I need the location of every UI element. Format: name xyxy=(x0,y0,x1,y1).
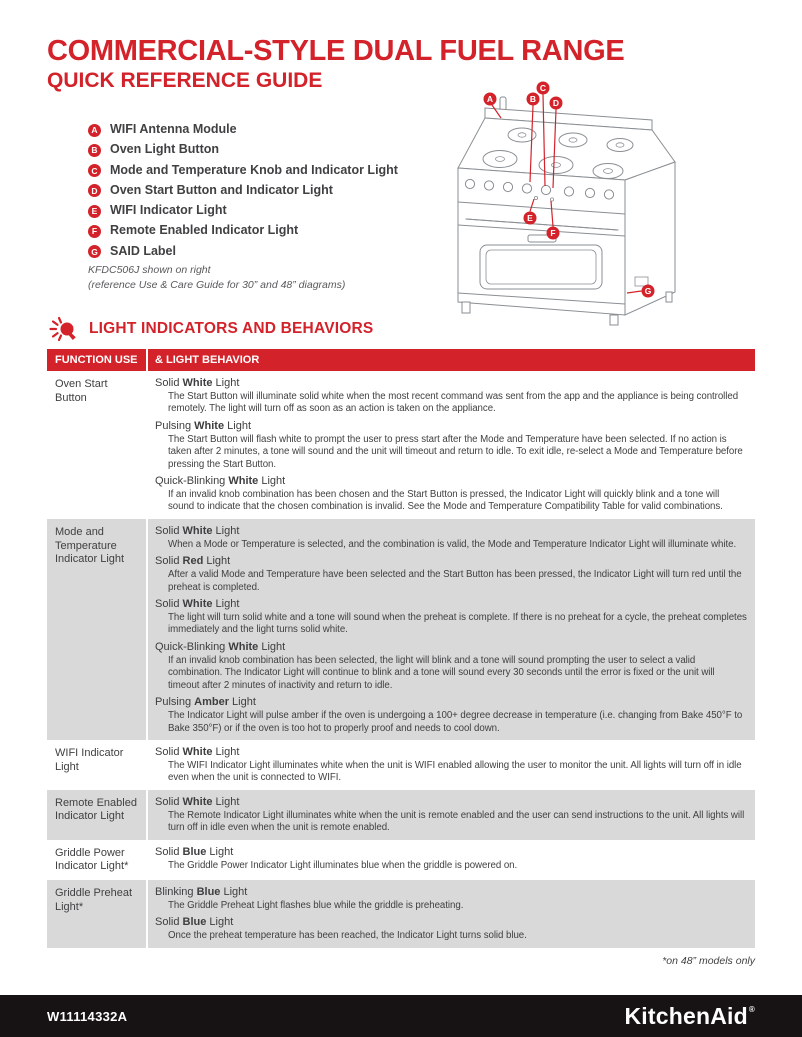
behavior-description: The Griddle Preheat Light flashes blue while the griddle is preheating. xyxy=(168,900,464,912)
table-row-remote-enabled-indicator xyxy=(47,790,755,840)
behavior-title: Solid White Light xyxy=(155,795,240,808)
range-diagram-svg xyxy=(440,80,760,330)
behavior-title: Solid Red Light xyxy=(155,555,231,568)
section-title: LIGHT INDICATORS AND BEHAVIORS xyxy=(89,320,374,337)
callout-badge-g: G xyxy=(88,245,101,258)
behavior-description: The Remote Indicator Light illuminates white when the unit is remote enabled and the user can send instructions to the unit. All lights will turn off in idle even when the unit is remote enabled. xyxy=(168,809,745,834)
range-knob xyxy=(564,187,573,196)
function-cell: WIFI Indicator Light xyxy=(47,740,148,790)
range-knob xyxy=(503,182,512,191)
behavior xyxy=(155,746,747,785)
behavior-cell xyxy=(148,519,755,740)
behavior xyxy=(155,420,747,471)
function-cell: Remote Enabled Indicator Light xyxy=(47,790,148,840)
model-note-line2: (reference Use & Care Guide for 30” and 48” diagrams) xyxy=(88,279,346,292)
behavior xyxy=(155,525,747,551)
table-footnote: *on 48” models only xyxy=(662,954,755,967)
behavior-title: Solid White Light xyxy=(155,377,240,389)
behavior-title: Pulsing Amber Light xyxy=(155,696,256,709)
behavior-cell xyxy=(148,790,755,840)
page-title: COMMERCIAL-STYLE DUAL FUEL RANGE xyxy=(47,35,625,67)
legend-item-c xyxy=(88,164,448,178)
svg-text:G: G xyxy=(644,286,652,296)
svg-text:E: E xyxy=(527,213,533,223)
callout-legend xyxy=(88,123,448,265)
model-note xyxy=(88,263,345,293)
table-header-row xyxy=(47,349,755,371)
behavior-description: Once the preheat temperature has been reached, the Indicator Light turns solid blue. xyxy=(168,930,527,942)
behavior xyxy=(155,796,747,835)
footer-bar xyxy=(0,995,802,1037)
legend-item-e xyxy=(88,204,448,218)
behavior-title: Solid Blue Light xyxy=(155,916,234,929)
function-cell: Mode and Temperature Indicator Light xyxy=(47,519,148,740)
table-header-function: FUNCTION USE xyxy=(47,349,148,371)
behavior-cell xyxy=(148,371,755,519)
legend-item-f xyxy=(88,224,448,238)
behavior-description: The Start Button will illuminate solid white when the most recent command was sent from the app and the appliance is being controlled remotely. The light will turn off as soon as an action is taken on the appliance. xyxy=(168,391,739,415)
svg-text:C: C xyxy=(539,83,547,93)
behavior-title: Blinking Blue Light xyxy=(155,886,248,899)
page-subtitle: QUICK REFERENCE GUIDE xyxy=(47,69,323,93)
behavior-title: Quick-Blinking White Light xyxy=(155,640,286,653)
function-cell: Oven Start Button xyxy=(47,371,148,519)
behavior xyxy=(155,916,747,942)
behavior-title: Solid Blue Light xyxy=(155,845,234,858)
kitchenaid-logo: KitchenAid ® xyxy=(624,1002,755,1029)
callout-badge-d: D xyxy=(88,184,101,197)
document-code: W11114332A xyxy=(47,1008,128,1024)
behavior-title: Solid White Light xyxy=(155,524,240,537)
callout-badge-e: E xyxy=(88,205,101,218)
legend-label: Oven Start Button and Indicator Light xyxy=(110,182,333,197)
range-knob xyxy=(465,179,474,188)
legend-label: Oven Light Button xyxy=(110,142,220,157)
section-heading xyxy=(49,316,373,342)
callout-badge-c: C xyxy=(88,164,101,177)
behavior-description: The WIFI Indicator Light illuminates white when the unit is WIFI enabled allowing the user to monitor the unit. All lights will turn off in idle even when the unit is connected to WIFI. xyxy=(168,759,742,784)
svg-text:F: F xyxy=(550,228,556,238)
behavior xyxy=(155,377,747,416)
behavior-title: Solid White Light xyxy=(155,598,240,611)
behavior xyxy=(155,598,747,637)
behavior xyxy=(155,475,747,514)
wifi-antenna-shape xyxy=(500,97,506,110)
registered-mark: ® xyxy=(748,1004,755,1014)
indicator-dot xyxy=(534,196,537,199)
legend-item-b xyxy=(88,143,448,157)
behavior-description: The Start Button will flash white to prompt the user to press start after the Mode and Temperature have been selected. If no action is taken after 2 minutes, a tone will sound and the unit will timeout and return to idle. To exit idle, re-select a Mode and Temperature before pressing the Start Button. xyxy=(168,433,743,470)
svg-text:B: B xyxy=(529,94,537,104)
range-knob xyxy=(522,184,531,193)
behavior-description: If an invalid knob combination has been selected, the light will blink and a tone will sound prompting the user to select a valid combination. The Indicator Light will continue to blink and a tone will sound every 30 seconds until the error is fixed or the unit will timeout after 2 minutes of inactivity and return to idle. xyxy=(168,654,715,691)
behavior-description: The Indicator Light will pulse amber if the oven is undergoing a 100+ degree decrease in temperature (i.e. changing from Bake 450°F to Bake 350°F) or if the oven is too hot to properly proof and needs to cool down. xyxy=(168,710,743,734)
indicator-dot xyxy=(550,198,553,201)
callout-badge-a: A xyxy=(88,124,101,137)
table-row-griddle-power-indicator xyxy=(47,840,755,881)
behavior xyxy=(155,886,747,912)
legend-label: SAID Label xyxy=(110,243,176,258)
range-diagram xyxy=(440,80,760,330)
range-knob xyxy=(604,190,613,199)
svg-text:A: A xyxy=(486,94,494,104)
behavior-description: When a Mode or Temperature is selected, and the combination is valid, the Mode and Temperature Indicator Light will illuminate white. xyxy=(168,538,737,550)
behavior-description: After a valid Mode and Temperature have been selected and the Start Button has been pressed, the Indicator Light will turn red until the preheat is completed. xyxy=(168,569,742,593)
legend-label: Remote Enabled Indicator Light xyxy=(110,223,299,238)
said-label-shape xyxy=(635,277,648,286)
legend-label: Mode and Temperature Knob and Indicator Light xyxy=(110,162,398,177)
behavior-cell xyxy=(148,740,755,790)
behavior xyxy=(155,696,747,735)
model-note-line1: KFDC506J shown on right xyxy=(88,264,211,276)
callout-badge-f: F xyxy=(88,225,101,238)
table-row-oven-start-button xyxy=(47,371,755,519)
legend-label: WIFI Antenna Module xyxy=(110,122,237,136)
range-knob xyxy=(585,188,594,197)
legend-item-g xyxy=(88,245,448,259)
behavior-title: Quick-Blinking White Light xyxy=(155,475,286,488)
behavior xyxy=(155,846,747,872)
range-knob xyxy=(541,185,550,194)
table-row-griddle-preheat xyxy=(47,880,755,948)
behavior-cell xyxy=(148,840,755,881)
behavior-title: Pulsing White Light xyxy=(155,419,252,432)
range-knob xyxy=(484,181,493,190)
behavior xyxy=(155,641,747,692)
function-cell: Griddle Power Indicator Light* xyxy=(47,840,148,881)
legend-item-d xyxy=(88,184,448,198)
legend-label: WIFI Indicator Light xyxy=(110,203,227,217)
table-header-behavior: & LIGHT BEHAVIOR xyxy=(155,354,260,366)
behavior-title: Solid White Light xyxy=(155,745,240,758)
behavior-cell xyxy=(148,880,755,948)
behavior-description: The Griddle Power Indicator Light illuminates blue when the griddle is powered on. xyxy=(168,859,518,871)
behavior-table xyxy=(47,349,755,967)
behavior-description: If an invalid knob combination has been chosen and the Start Button is pressed, the Indicator Light will quickly blink and a tone will sound to indicate that the chosen combination is invalid. See the Mode and Temperature Compatibility Table for valid combinations. xyxy=(168,489,723,513)
behavior xyxy=(155,555,747,594)
svg-text:D: D xyxy=(552,98,560,108)
function-cell: Griddle Preheat Light* xyxy=(47,880,148,948)
light-icon xyxy=(49,316,79,342)
legend-item-a xyxy=(88,123,448,137)
table-row-mode-temperature-indicator xyxy=(47,519,755,740)
behavior-description: The light will turn solid white and a tone will sound when the preheat is complete. If there is no preheat for a cycle, the preheat completes immediately and the light turns solid white. xyxy=(168,612,747,636)
table-row-wifi-indicator xyxy=(47,740,755,790)
callout-badge-b: B xyxy=(88,144,101,157)
